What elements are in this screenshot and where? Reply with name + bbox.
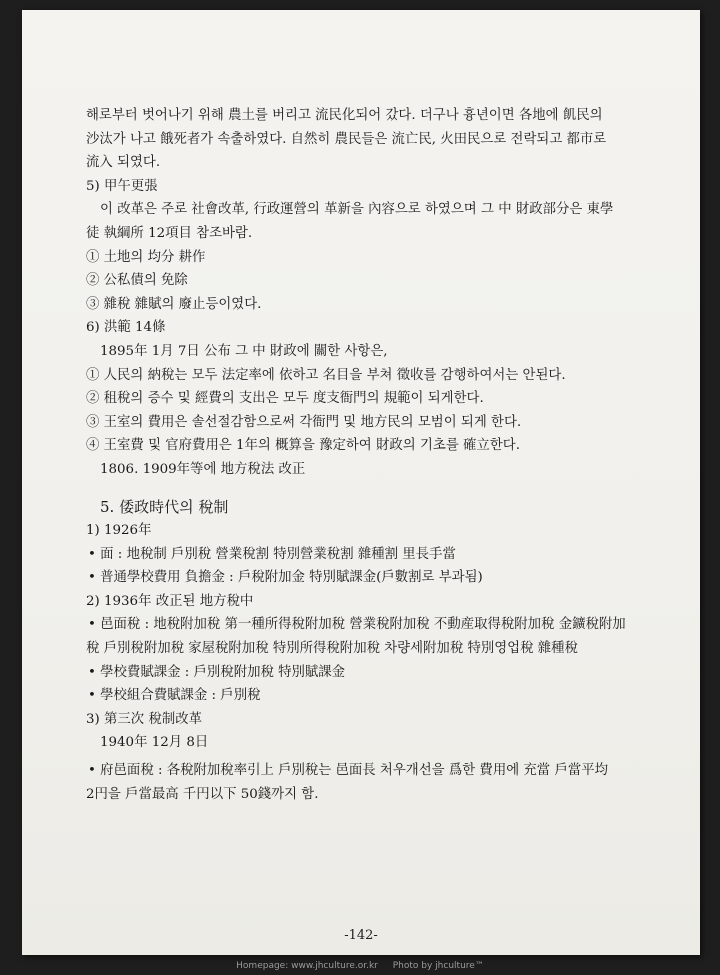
text-line: ② 公私債의 免除: [86, 273, 188, 289]
photo-credit: Photo by jhculture™: [392, 961, 484, 971]
text-line: 流入 되였다.: [86, 155, 161, 171]
document-page: [22, 10, 700, 955]
section-heading: 5. 倭政時代의 稅制: [100, 497, 229, 516]
homepage-credit: Homepage: www.jhculture.or.kr: [236, 961, 378, 971]
text-line: ③ 王室의 費用은 솔선절감함으로써 각衙門 및 地方民의 모범이 되게 한다.: [86, 414, 522, 430]
text-line: 2円을 戶當最高 千円以下 50錢까지 함.: [86, 786, 319, 802]
page-body: [86, 104, 646, 806]
text-line: • 學校費賦課金 : 戶別稅附加稅 特別賦課金: [88, 664, 346, 680]
text-line: • 學校組合費賦課金 : 戶別稅: [88, 688, 261, 704]
text-line: • 府邑面稅 : 各稅附加稅率引上 戶別稅는 邑面長 처우개선을 爲한 費用에 充當 戶當平均: [88, 763, 609, 779]
text-line: 2) 1936年 改正된 地方稅中: [86, 593, 254, 609]
text-line: 3) 第三次 稅制改革: [86, 711, 202, 727]
text-line: 해로부터 벗어나기 위해 農土를 버리고 流民化되어 갔다. 더구나 흉년이면 各地에 飢民의: [86, 108, 603, 123]
text-line: 沙汰가 나고 餓死者가 속출하였다. 自然히 農民들은 流亡民, 火田民으로 전락되고 都市로: [86, 131, 607, 147]
text-line: 稅 戶別稅附加稅 家屋稅附加稅 特別所得稅附加稅 차량세附加稅 特別영업稅 雜種稅: [86, 641, 578, 657]
text-line: 徒 執綱所 12項目 참조바람.: [86, 225, 253, 241]
text-line: 1895年 1月 7日 公布 그 中 財政에 關한 사항은,: [100, 343, 388, 359]
text-line: ③ 雜稅 雜賦의 廢止등이였다.: [86, 296, 262, 312]
text-line: 5) 甲午更張: [86, 178, 158, 194]
text-line: • 面 : 地稅制 戶別稅 營業稅割 特別營業稅割 雜種割 里長手當: [88, 546, 456, 562]
text-line: 1) 1926年: [86, 523, 152, 539]
text-line: 이 改革은 주로 社會改革, 行政運營의 革新을 內容으로 하였으며 그 中 財政部分은 東學: [100, 202, 614, 218]
text-line: ④ 王室費 및 官府費用은 1年의 概算을 豫定하여 財政의 기초를 確立한다.: [86, 438, 520, 454]
text-line: 6) 洪範 14條: [86, 320, 166, 336]
text-line: 1806. 1909年等에 地方稅法 改正: [100, 461, 306, 477]
photo-credit-footer: [0, 958, 720, 975]
text-line: • 普通學校費用 負擔金 : 戶稅附加金 特別賦課金(戶數割로 부과됨): [88, 570, 483, 586]
text-line: 1940年 12月 8日: [100, 735, 209, 751]
text-line: ① 人民의 納稅는 모두 法定率에 依하고 名目을 부쳐 徵收를 감행하여서는 안된다.: [86, 367, 566, 383]
page-number: -142-: [344, 928, 378, 943]
text-line: • 邑面稅 : 地稅附加稅 第一種所得稅附加稅 營業稅附加稅 不動産取得稅附加稅 金鑛稅附加: [88, 617, 626, 633]
text-line: ① 土地의 均分 耕作: [86, 249, 206, 265]
text-line: ② 租稅의 증수 및 經費의 支出은 모두 度支衙門의 規範이 되게한다.: [86, 391, 484, 407]
